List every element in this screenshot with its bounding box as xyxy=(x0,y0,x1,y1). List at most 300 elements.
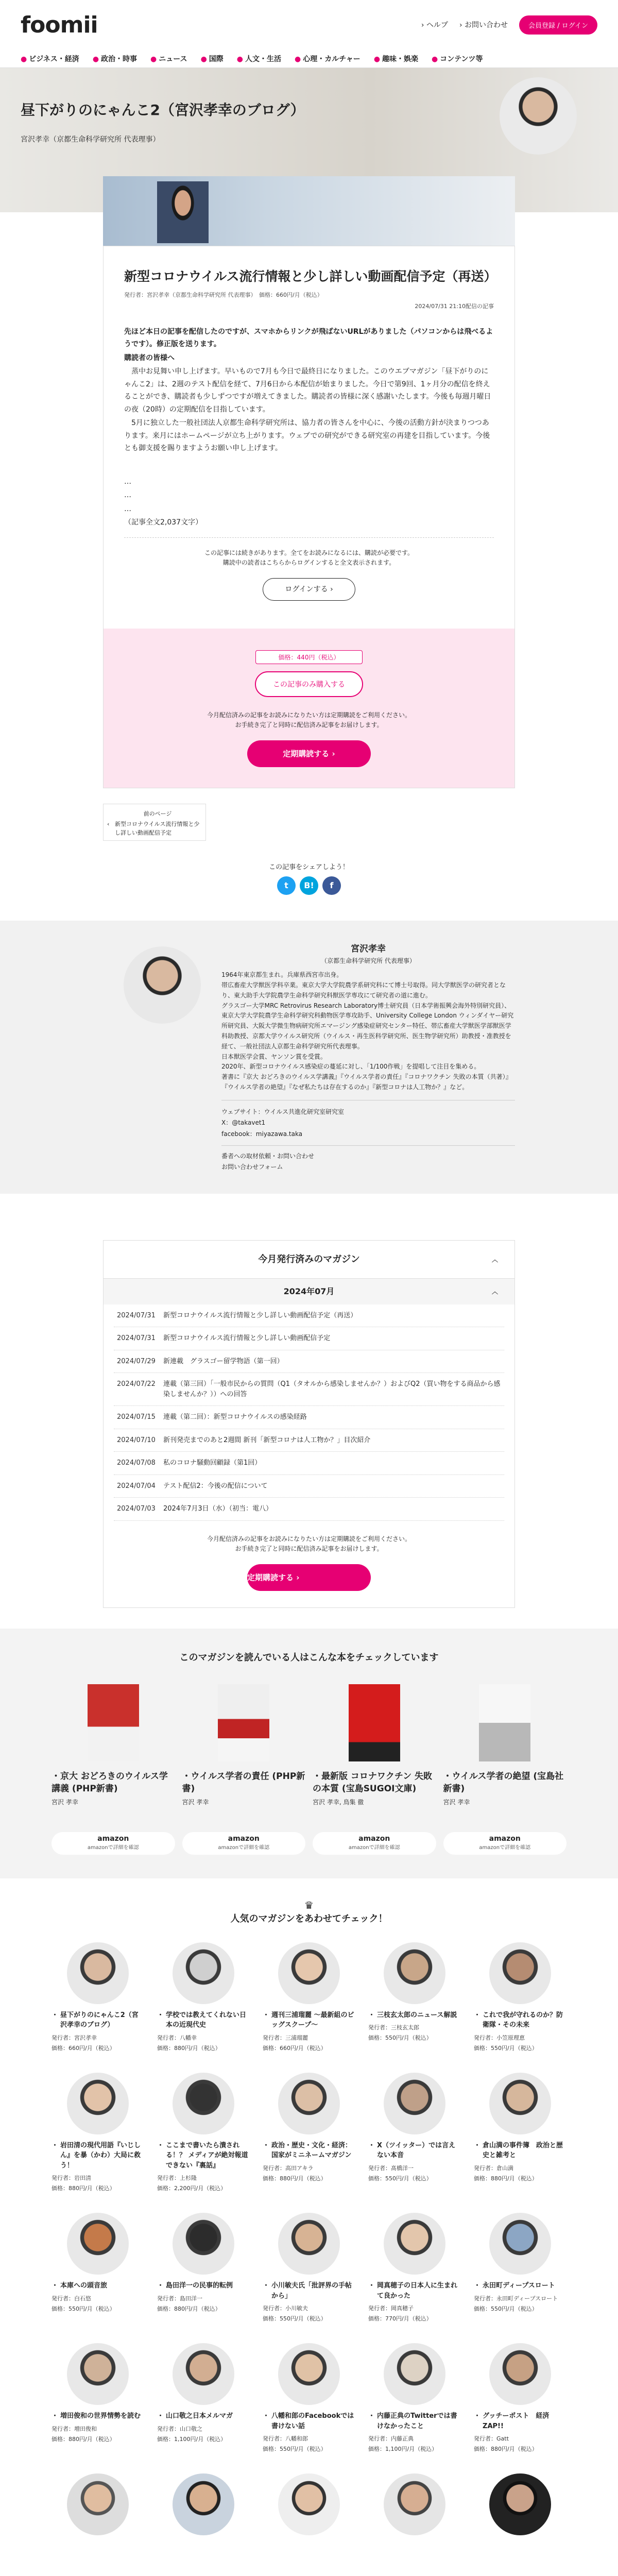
magazine-price: 価格：550円/月（税込） xyxy=(368,2035,432,2042)
amazon-button[interactable] xyxy=(182,1832,306,1855)
magazine-title xyxy=(368,2141,461,2161)
issue-list xyxy=(104,1304,514,1521)
magazine-title xyxy=(157,2281,250,2291)
subscribe-button[interactable] xyxy=(247,740,371,767)
magazine-avatar xyxy=(173,2343,234,2405)
top-header xyxy=(0,0,618,49)
magazine-title xyxy=(474,2141,566,2161)
book-item[interactable] xyxy=(313,1684,436,1855)
magazine-avatar xyxy=(384,2343,445,2405)
popular-magazine-card[interactable] xyxy=(157,2073,250,2193)
issue-date: 2024/07/08 xyxy=(117,1459,156,1467)
magazine-author: 発行者：宮沢孝幸 xyxy=(52,2034,97,2041)
chevron-right-icon: › xyxy=(459,21,465,29)
amazon-button[interactable] xyxy=(313,1832,436,1855)
issue-row[interactable] xyxy=(114,1498,504,1521)
amazon-sub: amazonで詳細を確認 xyxy=(348,1844,400,1851)
magazine-title xyxy=(157,2010,250,2030)
magazine-avatar xyxy=(489,2213,551,2275)
book-title xyxy=(52,1771,175,1795)
book-cover xyxy=(479,1684,530,1761)
magazine-title-text: 三枝玄太郎のニュース解説 xyxy=(377,2011,457,2019)
nav-label: 政治・時事 xyxy=(101,55,138,63)
nav-item[interactable] xyxy=(432,54,483,64)
magazine-price: 価格：550円/月（税込） xyxy=(263,2446,327,2453)
bullet-icon: ・ xyxy=(368,2141,375,2149)
issue-title: 2024年7月3日（水）（初当：電八） xyxy=(163,1505,273,1513)
nav-label: 心理・カルチャー xyxy=(303,55,360,63)
author-section xyxy=(0,921,618,1194)
issue-title: 私のコロナ騒動回顧録（第1回） xyxy=(163,1459,262,1467)
issue-title: 連載（第二回）：新型コロナウイルスの感染経路 xyxy=(163,1413,307,1421)
magazine-title-text: 増田俊和の世界情勢を読む xyxy=(60,2412,141,2420)
article-meta: 発行者：宮沢孝幸（京都生命科学研究所 代表理事） 価格：660円/月（税込） xyxy=(124,291,323,298)
bullet-icon: ・ xyxy=(474,2412,481,2420)
magazine-title-text: グッチーポスト 経済ZAP!! xyxy=(483,2412,550,2430)
magazine-title-text: これで我が守れるのか？防衛隊・その未来 xyxy=(483,2011,563,2029)
bullet-icon: ・ xyxy=(52,2011,59,2019)
magazine-title xyxy=(368,2281,461,2301)
popular-magazine-card[interactable] xyxy=(263,1942,355,2052)
magazine-avatar xyxy=(173,2073,234,2134)
popular-magazine-card[interactable] xyxy=(52,1942,144,2052)
magazine-author: 発行者：髙橋洋一 xyxy=(368,2164,414,2172)
bullet-icon: ・ xyxy=(52,2412,59,2420)
issue-row[interactable] xyxy=(114,1373,504,1406)
book-title xyxy=(313,1771,436,1795)
magazine-avatar xyxy=(67,1942,129,2004)
books-heading: このマガジンを読んでいる人はこんな本をチェックしています xyxy=(179,1652,439,1664)
popular-magazine-card[interactable] xyxy=(52,2343,144,2453)
magazine-avatar xyxy=(67,2343,129,2405)
popular-magazine-card[interactable] xyxy=(52,2073,144,2193)
magazine-price: 価格：770円/月（税込） xyxy=(368,2315,432,2323)
header-links xyxy=(421,15,597,35)
nav-item[interactable] xyxy=(93,54,137,64)
popular-magazine-card[interactable] xyxy=(52,2213,144,2323)
magazine-title-text: X（ツイッター）では言えない本音 xyxy=(377,2141,456,2160)
magazine-price: 価格：880円/月（税込） xyxy=(157,2305,221,2312)
author-website-link[interactable]: ウェブサイト：ウイルス共進化研究室研究室 xyxy=(221,1108,344,1115)
contact-label: お問い合わせ xyxy=(465,21,508,29)
magazine-price: 価格：880円/月（税込） xyxy=(474,2175,538,2182)
issue-row[interactable] xyxy=(114,1406,504,1429)
magazine-avatar xyxy=(173,1942,234,2004)
magazine-title-text: 永田町ディープスロート xyxy=(483,2282,555,2290)
amazon-sub: amazonで詳細を確認 xyxy=(87,1844,139,1851)
magazine-avatar xyxy=(489,2473,551,2535)
magazine-title-text: 岩田清の現代用語『いじしん』を暴（かわ）大局に救う！ xyxy=(60,2141,141,2170)
popular-magazine-card[interactable] xyxy=(368,2343,461,2453)
chevron-up-icon: ︿ xyxy=(491,1287,498,1295)
magazine-author: 発行者：倉山満 xyxy=(474,2164,513,2172)
magazine-author: 発行者：上杉隆 xyxy=(157,2175,197,2182)
magazine-title-text: 政治・歴史・文化・経済：国家がミニネームマガジン xyxy=(271,2141,352,2160)
magazine-author: 発行者：高田アキラ xyxy=(263,2164,314,2172)
magazine-title xyxy=(474,2411,566,2431)
login-label: ログインする xyxy=(285,585,328,594)
issue-title: 新刊発売までのあと2週間 新刊「新型コロナは人工物か？」目次紹介 xyxy=(163,1436,371,1444)
contact-link[interactable] xyxy=(459,20,508,30)
nav-item[interactable] xyxy=(201,54,224,64)
issue-title: 新型コロナウイルス流行情報と少し詳しい動画配信予定 xyxy=(163,1334,331,1343)
popular-magazine-card[interactable] xyxy=(368,2213,461,2323)
magazine-title xyxy=(157,2141,250,2171)
bullet-icon: ・ xyxy=(182,1771,191,1782)
magazine-title-text: 島田洋一の民事的転例 xyxy=(166,2282,233,2290)
chevron-right-icon: › xyxy=(296,1573,300,1583)
author-facebook-link[interactable]: facebook：miyazawa.taka xyxy=(221,1130,303,1138)
prev-label: 前のページ xyxy=(143,810,172,818)
bullet-icon: ・ xyxy=(52,2282,59,2290)
twitter-icon[interactable]: t xyxy=(277,876,296,895)
bullet-icon: ・ xyxy=(474,2011,481,2019)
magazine-author: 発行者：増田俊和 xyxy=(52,2425,97,2432)
magazine-avatar xyxy=(489,2073,551,2134)
amazon-sub: amazonで詳細を確認 xyxy=(479,1844,531,1851)
facebook-icon[interactable]: f xyxy=(322,876,341,895)
recommended-books xyxy=(0,1629,618,1878)
help-link[interactable] xyxy=(421,20,448,30)
bullet-icon: ・ xyxy=(474,2141,481,2149)
chevron-right-icon: › xyxy=(330,585,333,594)
magazine-title-text: ここまで書いたら潰される！？ メディアが絶対報道できない『裏話』 xyxy=(166,2141,248,2170)
author-affiliation: （京都生命科学研究所 代表理事） xyxy=(321,957,416,965)
magazine-avatar xyxy=(67,2073,129,2134)
bullet-icon: ・ xyxy=(157,2141,164,2149)
issue-row[interactable] xyxy=(114,1327,504,1350)
book-title-text: 最新版 コロナワクチン 失敗の本質 (宝島SUGOI文庫) xyxy=(313,1771,432,1794)
popular-magazine-card[interactable] xyxy=(474,2213,566,2323)
magazine-price: 価格：1,100円/月（税込） xyxy=(157,2435,227,2443)
buy-note: 今月配信済みの記事をお読みになりたい方は定期購読をご利用ください。 お手続き完了と同時に配信済み記事をお届けします。 xyxy=(207,711,411,729)
nav-label: 人文・生活 xyxy=(245,55,281,63)
popular-magazine-card[interactable] xyxy=(157,1942,250,2052)
magazine-avatar xyxy=(384,1942,445,2004)
nav-label: 趣味・娯楽 xyxy=(382,55,419,63)
help-label: ヘルプ xyxy=(426,21,448,29)
book-author: 宮沢 孝幸, 鳥集 徹 xyxy=(313,1798,364,1806)
magazine-price: 価格：660円/月（税込） xyxy=(263,2044,327,2052)
article-paragraph: 5月に独立した一般社団法人京都生命科学研究所は、協力者の皆さんを中心に、今後の活動方針が決まりつつあります。来月にはホームページが立ち上がります。ウェブでの研究ができる研究室の再建を目指しています。今後とも御支援を賜りますようお願い申し上げます。 xyxy=(124,419,490,452)
magazine-avatar xyxy=(67,2473,129,2535)
chevron-right-icon: › xyxy=(332,749,335,759)
magazine-price: 価格：550円/月（税込） xyxy=(474,2305,538,2312)
chevron-up-icon: ︿ xyxy=(491,1256,498,1263)
book-cover xyxy=(218,1684,269,1761)
issue-title: 新連載 グラスゴー留学物語（第一回） xyxy=(163,1357,284,1365)
magazine-price: 価格：880円/月（税込） xyxy=(52,2185,115,2192)
article-title: 新型コロナウイルス流行情報と少し詳しい動画配信予定（再送） xyxy=(124,269,497,284)
issue-title: 連載（第三回）「一般市民からの質問（Q1（タオルから感染しませんか？）およびQ2（買い物をする商品から感染しませんか？））への回答 xyxy=(163,1380,501,1398)
char-count: （記事全文2,037文字） xyxy=(124,518,203,527)
popular-magazine-card[interactable] xyxy=(157,2213,250,2323)
nav-label: ビジネス・経済 xyxy=(29,55,79,63)
magazine-price: 価格：550円/月（税込） xyxy=(474,2044,538,2052)
article-price: 価格：440円（税込） xyxy=(255,650,363,664)
magazine-price: 価格：2,200円/月（税込） xyxy=(157,2185,227,2192)
magazine-title xyxy=(263,2281,355,2301)
amazon-sub: amazonで詳細を確認 xyxy=(218,1844,270,1851)
magazine-title xyxy=(368,2411,461,2431)
issue-date: 2024/07/10 xyxy=(117,1436,156,1444)
issues-header[interactable] xyxy=(104,1241,514,1279)
subscribe-label: 定期購読する xyxy=(283,749,330,759)
magazine-author: 発行者：三浦瑠麗 xyxy=(263,2034,308,2041)
issue-date: 2024/07/29 xyxy=(117,1357,156,1365)
magazine-title-text: 昼下がりのにゃんこ2（宮沢孝幸のブログ） xyxy=(60,2011,139,2029)
ellipsis: … xyxy=(124,491,131,499)
magazine-title xyxy=(52,2010,144,2030)
magazine-title xyxy=(263,2010,355,2030)
prev-page-link[interactable] xyxy=(103,804,206,841)
amazon-logo: amazon xyxy=(97,1834,129,1843)
bullet-icon: ● xyxy=(21,55,27,63)
month-header[interactable] xyxy=(104,1279,514,1304)
site-logo[interactable]: foomii xyxy=(21,11,98,38)
magazine-avatar xyxy=(384,2073,445,2134)
article-header-image xyxy=(103,176,515,246)
magazine-author: 発行者：小笠原理恵 xyxy=(474,2034,525,2041)
ellipsis: … xyxy=(124,477,131,486)
purchase-box xyxy=(104,629,514,788)
prev-title: 新型コロナウイルス流行情報と少し詳しい動画配信予定 xyxy=(115,820,200,837)
bullet-icon: ・ xyxy=(368,2011,375,2019)
magazine-avatar xyxy=(173,2473,234,2535)
magazine-price: 価格：660円/月（税込） xyxy=(52,2044,115,2052)
magazine-title xyxy=(157,2411,250,2421)
issue-date: 2024/07/03 xyxy=(117,1505,156,1513)
magazine-title-text: 学校では教えてくれない日本の近現代史 xyxy=(166,2011,247,2029)
book-title xyxy=(443,1771,567,1795)
magazine-author: 発行者：永田町ディープスロート xyxy=(474,2295,558,2302)
subscribe-label: 定期購読する xyxy=(247,1573,294,1583)
book-author: 宮沢 孝幸 xyxy=(52,1798,78,1806)
issue-date: 2024/07/31 xyxy=(117,1334,156,1343)
bullet-icon: ● xyxy=(200,55,207,63)
popular-grid xyxy=(52,1942,566,2453)
magazine-avatar xyxy=(67,2213,129,2275)
bullet-icon: ・ xyxy=(263,2141,270,2149)
book-author: 宮沢 孝幸 xyxy=(182,1798,209,1806)
article-paragraph: 先ほど本日の記事を配信したのですが、スマホからリンクが飛ばないURLがありました（パソコンからは飛べるようです）。修正版を送ります。 xyxy=(124,327,493,348)
magazine-avatar xyxy=(384,2473,445,2535)
nav-label: コンテンツ等 xyxy=(440,55,483,63)
article-body xyxy=(124,326,494,529)
issue-date: 2024/07/15 xyxy=(117,1413,156,1421)
bullet-icon: ・ xyxy=(368,2412,375,2420)
magazine-author: 発行者：八幡和郎 xyxy=(263,2435,308,2443)
blog-title: 昼下がりのにゃんこ2（宮沢孝幸のブログ） xyxy=(21,101,305,118)
popular-magazine-card[interactable] xyxy=(368,1942,461,2052)
magazine-author: 発行者：山口敬之 xyxy=(157,2425,202,2432)
magazine-price: 価格：880円/月（税込） xyxy=(263,2175,327,2182)
magazine-author: 発行者：小川敏夫 xyxy=(263,2305,308,2312)
popular-grid-partial xyxy=(52,2473,566,2535)
amazon-button[interactable] xyxy=(443,1832,567,1855)
magazine-avatar xyxy=(384,2213,445,2275)
magazine-avatar xyxy=(278,2343,340,2405)
article-paragraph: 蒸中お見舞い申し上げます。早いもので7月も今日で最終日になりました。このウエブマガジン「昼下がりのにゃんこ2」は、2週のテスト配信を経て、7月6日から本配信が始まりました。今日で第9回、1ヶ月分の配信を終えることができ、購読者も少しずつですが増えてきました。購読者の皆様に深く感謝いたします。今後も毎週月曜日の夜（20時）の定期配信を目指しています。 xyxy=(124,367,491,414)
bullet-icon: ・ xyxy=(52,1771,60,1782)
inquiry-label: 番者への取材依頼・お問い合わせ xyxy=(221,1152,315,1160)
magazine-title-text: 本庫への頭音旅 xyxy=(60,2282,108,2290)
chevron-left-icon: ‹ xyxy=(107,821,110,828)
book-cover xyxy=(88,1684,139,1761)
magazine-title-text: 山口敬之日本メルマガ xyxy=(166,2412,233,2420)
bullet-icon: ● xyxy=(236,55,243,63)
register-login-button[interactable]: 会員登録 / ログイン xyxy=(519,15,597,35)
login-button[interactable] xyxy=(263,578,355,601)
author-photo xyxy=(500,77,577,155)
magazine-title xyxy=(368,2010,461,2021)
bullet-icon: ● xyxy=(432,55,438,63)
amazon-button[interactable] xyxy=(52,1832,175,1855)
share-section xyxy=(103,861,515,895)
book-title-text: 京大 おどろきのウイルス学講義 (PHP新書) xyxy=(52,1771,168,1794)
magazine-title xyxy=(263,2411,355,2431)
magazine-title-text: 内藤正典のTwitterでは書けなかったこと xyxy=(377,2412,457,2430)
magazine-title xyxy=(52,2141,144,2171)
magazine-author: 発行者：八幡幸 xyxy=(157,2034,197,2041)
author-portrait xyxy=(157,181,209,243)
magazine-price: 価格：550円/月（税込） xyxy=(263,2315,327,2323)
issue-date: 2024/07/31 xyxy=(117,1311,156,1319)
issue-row[interactable] xyxy=(114,1475,504,1498)
article-card xyxy=(103,246,515,788)
buy-article-button[interactable]: この記事のみ購入する xyxy=(255,671,363,697)
bullet-icon: ・ xyxy=(474,2282,481,2290)
bullet-icon: ・ xyxy=(157,2412,164,2420)
author-bio: 1964年東京都生まれ。兵庫県西宮市出身。 帯広畜産大学獣医学科卒業。東京大学大学院農学系研究科にて博士号取得。同大学獣医学の研究者となり、東大助手大学院農学生命科学研究科獣医学専攻にて研究者の道に進む。 グラスゴー大学MRC Retrovirus Research Laboratory博士研究員（日本学術振興会海外特別研究員）、東京大学大学院農学生命科学研究科動物医学専攻助手、University College London ウィンダイヤー研究所研究員、大阪大学微生物病研究所エマージング感染症研究センター特任、帯広畜産大学獣医学部獣医学科助教授、京都大学ウイルス研究所（ウイルス・再生医科学研究所、医生物学研究所）助教授・准教授を経て、一般社団法人京都生命科学研究所代表理事。 日本獣医学会賞、ヤンソン賞を受賞。 2020年、新型コロナウイルス感染症の蔓延に対し、「1/100作戦」を提唱して注目を集める。 著書に『京大 おどろきのウイルス学講義』『ウイルス学者の責任』『コロナワクチン 失敗の本質（共著）』『ウイルス学者の絶望』『なぜ私たちは存在するのか』『新型コロナは人工物か？』など。 xyxy=(221,971,514,1091)
bullet-icon: ・ xyxy=(157,2011,164,2019)
issue-title: テスト配信2：今後の配信について xyxy=(163,1482,268,1490)
article-column xyxy=(103,176,515,895)
magazine-author: 発行者：白石悠 xyxy=(52,2295,91,2302)
magazine-price: 価格：880円/月（税込） xyxy=(474,2446,538,2453)
magazine-title xyxy=(474,2010,566,2030)
magazine-title xyxy=(52,2411,144,2421)
share-label: この記事をシェアしよう！ xyxy=(269,863,349,872)
issue-row[interactable] xyxy=(114,1429,504,1452)
category-nav xyxy=(0,49,618,68)
magazine-title xyxy=(52,2281,144,2291)
crown-icon: ♛ xyxy=(304,1899,314,1911)
bullet-icon: ・ xyxy=(157,2282,164,2290)
magazine-price: 価格：550円/月（税込） xyxy=(368,2175,432,2182)
magazine-title-text: 岡真穂子の日本人に生まれて良かった xyxy=(377,2282,458,2300)
nav-label: ニュース xyxy=(159,55,187,63)
magazine-price: 価格：1,100円/月（税込） xyxy=(368,2446,438,2453)
article-date: 2024/07/31 21:10配信の記事 xyxy=(415,302,494,310)
book-item[interactable] xyxy=(182,1684,306,1855)
amazon-logo: amazon xyxy=(228,1834,260,1843)
magazine-title-text: 倉山満の事件簿 政治と歴史と雑考と xyxy=(483,2141,563,2160)
magazine-title-text: 週刊三浦瑠麗 ～最新組のビッグスクープ～ xyxy=(271,2011,354,2029)
issue-row[interactable] xyxy=(114,1350,504,1374)
article-paragraph: 購読者の皆様へ xyxy=(124,353,175,362)
nav-item[interactable] xyxy=(237,54,281,64)
popular-magazine-card[interactable] xyxy=(368,2073,461,2193)
author-avatar xyxy=(124,946,201,1024)
magazine-avatar xyxy=(278,2213,340,2275)
author-x-link[interactable]: X：@takavet1 xyxy=(221,1119,266,1127)
nav-label: 国際 xyxy=(209,55,224,63)
magazine-avatar xyxy=(278,2473,340,2535)
issue-date: 2024/07/22 xyxy=(117,1380,156,1388)
magazine-note: 今月配信済みの記事をお読みになりたい方は定期購読をご利用ください。 お手続き完了と同時に配信済み記事をお届けします。 xyxy=(207,1535,411,1552)
issues-heading: 今月発行済みのマガジン xyxy=(258,1253,360,1265)
book-item[interactable] xyxy=(52,1684,175,1855)
magazine-title-text: 八幡和郎のFacebookでは書けない話 xyxy=(271,2412,354,2430)
magazine-author: 発行者：島田洋一 xyxy=(157,2295,202,2302)
magazine-avatar xyxy=(489,1942,551,2004)
magazine-title xyxy=(474,2281,566,2291)
nav-item[interactable] xyxy=(295,54,360,64)
popular-magazine-card[interactable] xyxy=(474,2073,566,2193)
bullet-icon: ・ xyxy=(368,2282,375,2290)
bullet-icon: ● xyxy=(150,55,157,63)
book-cover xyxy=(349,1684,400,1761)
hatena-icon[interactable]: B! xyxy=(300,876,318,895)
bullet-icon: ・ xyxy=(263,2412,270,2420)
subscribe-button-2[interactable] xyxy=(247,1564,371,1591)
issue-row[interactable] xyxy=(114,1452,504,1475)
magazine-price: 価格：880円/月（税込） xyxy=(52,2435,115,2443)
monthly-issues xyxy=(103,1240,515,1608)
popular-heading: 人気のマガジンをあわせてチェック！ xyxy=(230,1913,388,1924)
author-name: 宮沢孝幸 xyxy=(351,944,386,955)
bullet-icon: ● xyxy=(92,55,99,63)
magazine-author: 発行者：Gatt xyxy=(474,2435,509,2443)
book-title xyxy=(182,1771,306,1795)
popular-magazine-card[interactable] xyxy=(263,2073,355,2193)
issue-row[interactable] xyxy=(114,1304,504,1328)
amazon-logo: amazon xyxy=(489,1834,521,1843)
bullet-icon: ・ xyxy=(313,1771,321,1782)
magazine-title-text: 小川敏夫氏「批評界の手帖から」 xyxy=(271,2282,352,2300)
popular-magazine-card[interactable] xyxy=(474,1942,566,2052)
bullet-icon: ・ xyxy=(52,2141,59,2149)
magazine-avatar xyxy=(489,2343,551,2405)
inquiry-form-link[interactable]: お問い合わせフォーム xyxy=(221,1163,283,1171)
popular-magazine-card[interactable] xyxy=(157,2343,250,2453)
book-title-text: ウイルス学者の責任 (PHP新書) xyxy=(182,1771,305,1794)
bullet-icon: ・ xyxy=(443,1771,452,1782)
ellipsis: … xyxy=(124,504,131,513)
magazine-author: 発行者：岩田清 xyxy=(52,2175,91,2182)
popular-magazine-card[interactable] xyxy=(474,2343,566,2453)
popular-magazine-card[interactable] xyxy=(263,2343,355,2453)
issue-date: 2024/07/04 xyxy=(117,1482,156,1490)
magazine-author: 発行者：三枝玄太郎 xyxy=(368,2024,419,2031)
bullet-icon: ・ xyxy=(263,2282,270,2290)
issue-title: 新型コロナウイルス流行情報と少し詳しい動画配信予定（再送） xyxy=(163,1311,357,1319)
book-item[interactable] xyxy=(443,1684,567,1855)
nav-item[interactable] xyxy=(374,54,418,64)
amazon-logo: amazon xyxy=(358,1834,390,1843)
magazine-author: 発行者：岡真穂子 xyxy=(368,2305,414,2312)
magazine-title xyxy=(263,2141,355,2161)
magazine-price: 価格：880円/月（税込） xyxy=(157,2044,221,2052)
magazine-avatar xyxy=(278,2073,340,2134)
bullet-icon: ● xyxy=(373,55,381,63)
chevron-right-icon: › xyxy=(421,21,426,29)
nav-item[interactable] xyxy=(21,54,79,64)
popular-magazine-card[interactable] xyxy=(263,2213,355,2323)
blog-author: 宮沢孝幸（京都生命科学研究所 代表理事） xyxy=(21,135,160,144)
nav-item[interactable] xyxy=(150,54,187,64)
